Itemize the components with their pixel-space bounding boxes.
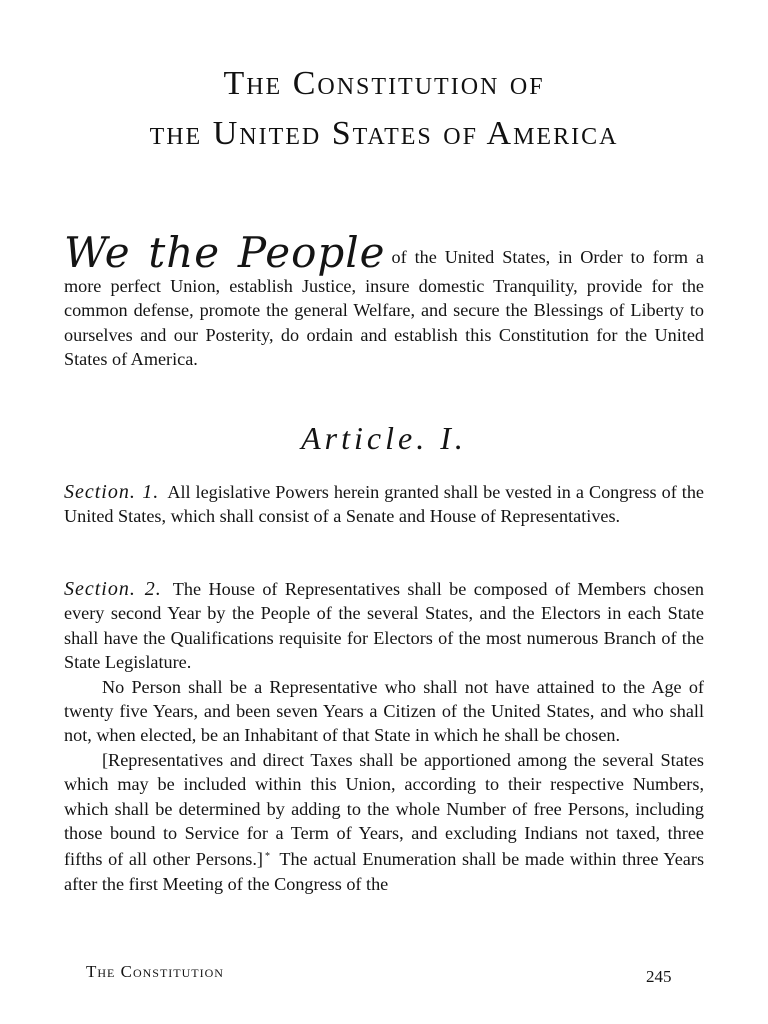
article-heading: Article. I. bbox=[301, 420, 467, 456]
section-2-label: Section. 2. bbox=[64, 578, 162, 600]
footnote-marker: * bbox=[264, 851, 270, 863]
section-1-label: Section. 1. bbox=[64, 481, 160, 503]
section-2 bbox=[64, 577, 704, 896]
section-1-text: All legislative Powers herein granted shall be vested in a Congress of the United States, which shall consist of a Senate and House of Representatives. bbox=[64, 482, 704, 527]
section-2-paragraph-1 bbox=[64, 577, 704, 675]
preamble-text: of the United States, in Order to form a more perfect Union, establish Justice, insure domestic Tranquility, provide for the common defense, promote the general Welfare, and secure the Blessings of Liberty to ourselves and our Posterity, do ordain and establish this Constitution for the United States of America. bbox=[64, 247, 704, 370]
section-2-paragraph-3-continued: The actual Enumeration shall be made within three Years after the first Meeting of the Congress of the bbox=[64, 849, 705, 894]
document-title-line-1: The Constitution of bbox=[223, 65, 545, 102]
running-footer-title: The Constitution bbox=[86, 962, 224, 981]
section-2-paragraph-3-text: [Representatives and direct Taxes shall be apportioned among the several States which may be included within this Union, according to their respective Numbers, which shall be determined by adding to the whole Number of free Persons, including those bound to Service for a Term of Years, and excluding Indians not taxed, three fifths of all other Persons.] bbox=[64, 749, 704, 870]
page-number: 245 bbox=[646, 967, 672, 986]
section-2-paragraph-1-text: The House of Representatives shall be composed of Members chosen every second Year by the People of the several States, and the Electors in each State shall have the Qualifications requisite for Electors of the most numerous Branch of the State Legislature. bbox=[64, 579, 705, 673]
section-1 bbox=[64, 480, 704, 529]
section-2-paragraph-2: No Person shall be a Representative who shall not have attained to the Age of twenty five Years, and been seven Years a Citizen of the United States, and who shall not, when elected, be an Inhabitant of that State in which he shall be chosen. bbox=[64, 676, 704, 746]
section-2-paragraph-3 bbox=[64, 748, 704, 896]
preamble bbox=[64, 228, 704, 372]
document-title-line-2: the United States of America bbox=[149, 115, 619, 152]
preamble-lead: We the People bbox=[64, 228, 386, 277]
